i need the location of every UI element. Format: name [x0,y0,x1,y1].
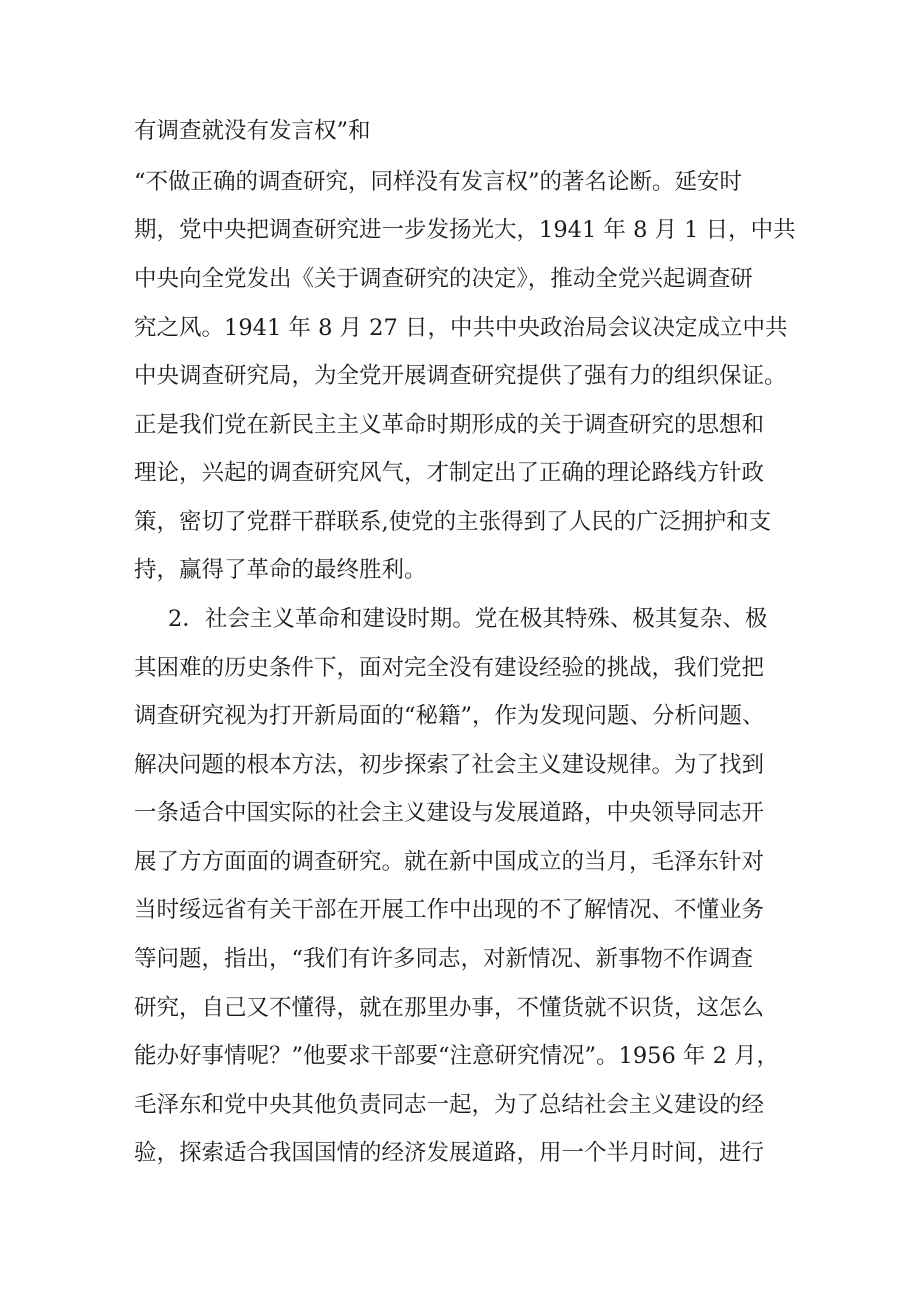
text-line: 一条适合中国实际的社会主义建设与发展道路，中央领导同志开 [134,800,765,826]
text-line: 持，赢得了革命的最终胜利。 [134,557,427,583]
text-line: 策，密切了党群干群联系,使党的主张得到了人民的广泛拥护和支 [134,509,772,535]
text-line: 验，探索适合我国国情的经济发展道路，用一个半月时间，进行 [134,1140,765,1166]
text-line: 中央调查研究局，为全党开展调查研究提供了强有力的组织保证。 [134,363,787,389]
text-line: 当时绥远省有关干部在开展工作中出现的不了解情况、不懂业务 [134,897,765,923]
text-line: 毛泽东和党中央其他负责同志一起，为了总结社会主义建设的经 [134,1092,765,1118]
text-line: 其困难的历史条件下，面对完全没有建设经验的挑战，我们党把 [134,655,765,681]
text-line: 等问题，指出，“我们有许多同志，对新情况、新事物不作调查 [134,946,754,972]
text-line: 调查研究视为打开新局面的“秘籍”，作为发现问题、分析问题、 [134,703,765,729]
text-line: “不做正确的调查研究，同样没有发言权”的著名论断。延安时 [134,169,743,195]
text-line: 研究，自己又不懂得，就在那里办事，不懂货就不识货，这怎么 [134,995,765,1021]
text-line: 究之风。1941 年 8 月 27 日，中共中央政治局会议决定成立中共 [134,315,788,341]
text-line: 有调查就没有发言权”和 [134,118,371,144]
text-line: 展了方方面面的调查研究。就在新中国成立的当月，毛泽东针对 [134,849,765,875]
section-heading-line: 2．社会主义革命和建设时期。党在极其特殊、极其复杂、极 [168,606,768,632]
text-line: 期，党中央把调查研究进一步发扬光大，1941 年 8 月 1 日，中共 [134,217,796,243]
text-line: 能办好事情呢？”他要求干部要“注意研究情况”。1956 年 2 月， [134,1043,780,1069]
text-line: 正是我们党在新民主主义革命时期形成的关于调查研究的思想和 [134,412,765,438]
text-line: 理论，兴起的调查研究风气，才制定出了正确的理论路线方针政 [134,460,765,486]
text-line: 中央向全党发出《关于调查研究的决定》，推动全党兴起调查研 [134,266,753,292]
text-line: 解决问题的根本方法，初步探索了社会主义建设规律。为了找到 [134,752,765,778]
